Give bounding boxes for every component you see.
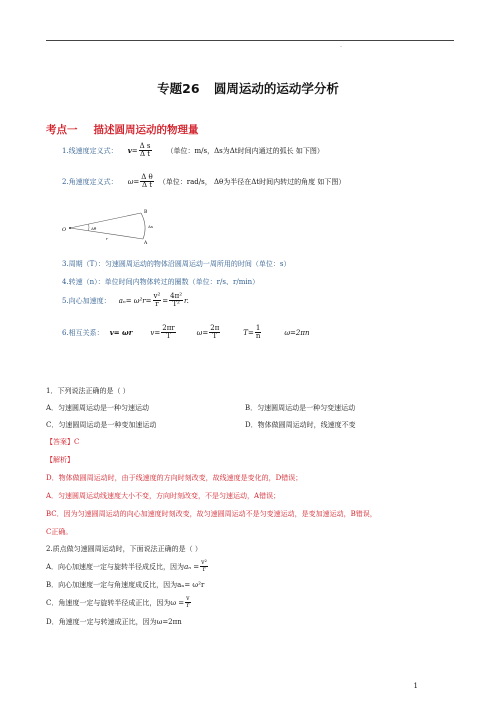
def-relations: 6.相互关系： v= ωr v= $\frac{2\pi r}{T}$ ω= $\frac{2\pi}{T}$ T= $\frac{1}{n}$ ω=2πn [62, 324, 310, 340]
header-rule [46, 40, 454, 41]
q1-explanation-4: C正确。 [46, 528, 73, 536]
label-r: r [106, 236, 108, 241]
label-A: A [144, 241, 148, 246]
def-centripetal-acceleration: 5.向心加速度： aₙ= ω²r= $\frac{\text{v²}}{r}$ = $\frac{\text{4π²}}{\text{T²}}$ r. [62, 292, 189, 308]
section-number: 考点一 [46, 124, 78, 136]
def-period: 3.周期（T）：匀速圆周运动的物体沿圆周运动一周所用的时间（单位：s） [62, 260, 291, 268]
label-ds: Δs [148, 224, 153, 229]
q2-stem: 2.质点做匀速圆周运动时，下面说法正确的是（ ） [46, 545, 202, 553]
q1-option-c: C．匀速圆周运动是一种变加速运动 [46, 421, 157, 429]
q1-option-d: D．物体做圆周运动时，线速度不变 [245, 421, 356, 429]
def-angular-velocity: 2.角速度定义式： ω = $\frac{\text{Δ θ}}{\text{Δ t}}$ （单位：rad/s， Δθ为半径在Δt时间内转过的角度 如下图） [62, 173, 346, 189]
q2-option-d: D．角速度一定与转速成正比，因为ω=2πn [46, 618, 182, 626]
label-B: B [144, 210, 148, 215]
q1-analysis-label: 【解析】 [46, 456, 74, 464]
q2-option-a: A．向心加速度一定与旋转半径成反比，因为 aₙ = $\frac{\text{v²}}{r}$ [46, 559, 207, 573]
q1-explanation-2: A．匀速圆周运动线速度大小不变，方向时刻改变，不是匀速运动，A错误； [46, 492, 281, 500]
page-number: 1 [413, 682, 418, 690]
section-title: 描述圆周运动的物理量 [93, 124, 199, 136]
q1-option-b: B．匀速圆周运动是一种匀变速运动 [245, 404, 356, 412]
q1-answer: 【答案】C [46, 438, 80, 446]
section-heading [46, 122, 199, 137]
def-linear-velocity: 1.线速度定义式： v = $\frac{\text{Δ s}}{\text{Δ t}}$ （单位：m/s，Δs为Δt时间内通过的弧长 如下图） [62, 142, 324, 158]
arc-diagram [58, 204, 168, 248]
label-O: O [62, 227, 67, 233]
q1-stem: 1．下列说法正确的是（ ） [46, 387, 130, 395]
page-title: 专题26 圆周运动的运动学分析 [157, 81, 339, 96]
label-theta: Δθ [91, 226, 97, 231]
def-rotation-speed: 4.转速（n）：单位时间内物体转过的圈数（单位：r/s、r/min） [62, 278, 260, 286]
header-dot: . [340, 42, 342, 49]
q1-explanation-1: D．物体做圆周运动时，由于线速度的方向时刻改变，故线速度是变化的，D错误； [46, 474, 303, 482]
q2-option-b: B．向心加速度一定与角速度成反比，因为aₙ= ω²r [46, 581, 205, 589]
q1-explanation-3: BC．因为匀速圆周运动的向心加速度时刻改变，故匀速圆周运动不是匀变速运动，是变加速运动，B错误， [46, 510, 377, 518]
q1-option-a: A．匀速圆周运动是一种匀速运动 [46, 404, 150, 412]
q2-option-c: C．角速度一定与旋转半径成正比，因为ω = $\frac{v}{r}$ [46, 595, 190, 609]
